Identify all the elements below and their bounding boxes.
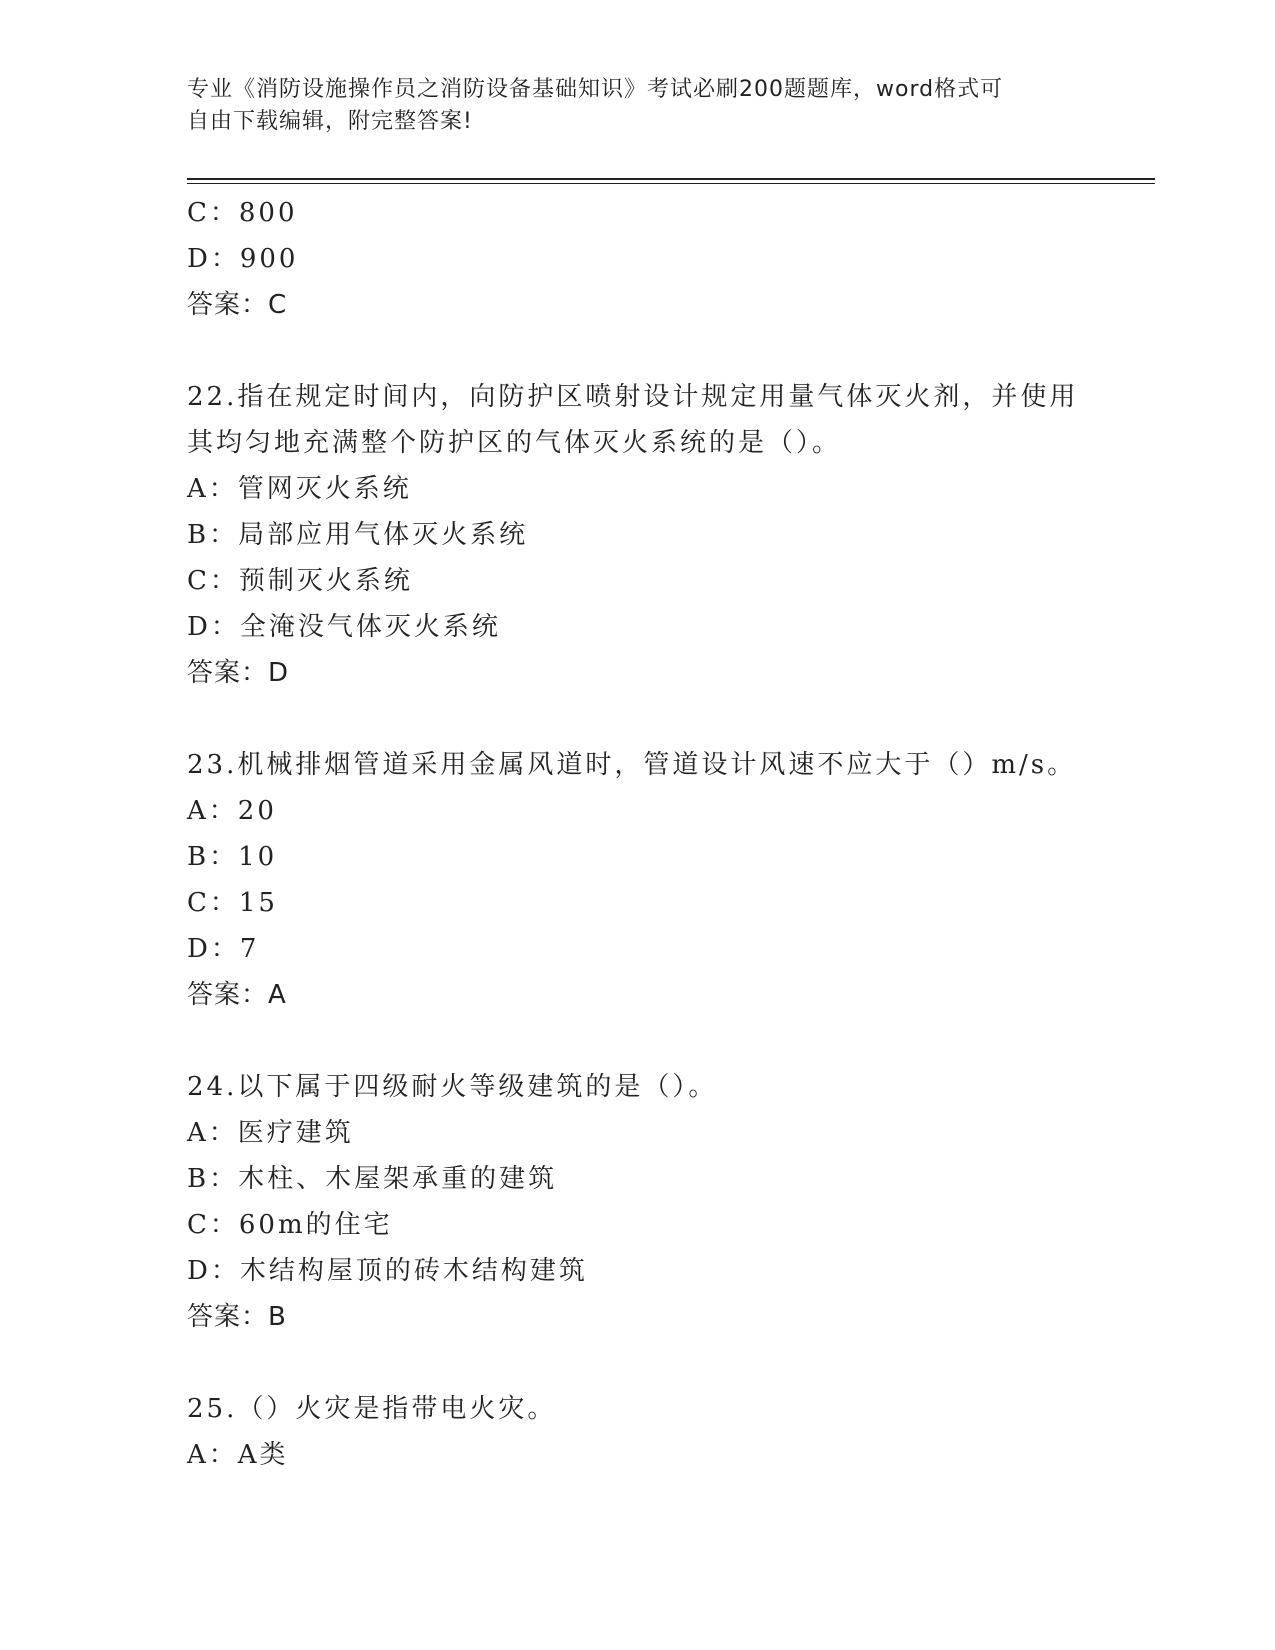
- question-list: [187, 190, 1147, 1478]
- option-b: B：局部应用气体灭火系统: [187, 520, 529, 550]
- answer-line: 答案：B: [187, 1302, 287, 1332]
- question-stem: 25.（）火灾是指带电火灾。: [187, 1394, 557, 1424]
- option-b: B：10: [187, 842, 278, 872]
- header-title-line-2: 自由下载编辑，附完整答案!: [187, 109, 473, 134]
- option-d: D：900: [187, 244, 299, 274]
- header-title-line-1: 专业《消防设施操作员之消防设备基础知识》考试必刷200题题库，word格式可: [187, 77, 1004, 102]
- spacer: [187, 328, 1147, 374]
- option-d: D：全淹没气体灭火系统: [187, 612, 501, 642]
- spacer: [187, 696, 1147, 742]
- answer-line: 答案：C: [187, 290, 288, 320]
- document-header: [187, 74, 1087, 138]
- option-a: A：A类: [187, 1440, 289, 1470]
- header-divider-thick: [187, 178, 1155, 180]
- question-block: [187, 1064, 1147, 1340]
- spacer: [187, 1018, 1147, 1064]
- option-c: C：15: [187, 888, 278, 918]
- question-block: [187, 1386, 1147, 1478]
- option-d: D：7: [187, 934, 260, 964]
- option-a: A：管网灭火系统: [187, 474, 412, 504]
- answer-line: 答案：D: [187, 658, 290, 688]
- question-block: [187, 742, 1147, 1018]
- option-b: B：木柱、木屋架承重的建筑: [187, 1164, 558, 1194]
- question-stem: 23.机械排烟管道采用金属风道时，管道设计风速不应大于（）m/s。: [187, 750, 1077, 780]
- question-stem: 22.指在规定时间内，向防护区喷射设计规定用量气体灭火剂，并使用: [187, 382, 1079, 412]
- option-c: C：预制灭火系统: [187, 566, 413, 596]
- option-a: A：医疗建筑: [187, 1118, 354, 1148]
- question-block: [187, 374, 1147, 696]
- question-stem: 其均匀地充满整个防护区的气体灭火系统的是（）。: [187, 428, 842, 458]
- option-c: C：800: [187, 198, 298, 228]
- header-divider-thin: [187, 183, 1155, 184]
- option-a: A：20: [187, 796, 277, 826]
- question-block: [187, 190, 1147, 328]
- spacer: [187, 1340, 1147, 1386]
- question-stem: 24.以下属于四级耐火等级建筑的是（）。: [187, 1072, 718, 1102]
- option-c: C：60m的住宅: [187, 1210, 393, 1240]
- answer-line: 答案：A: [187, 980, 287, 1010]
- option-d: D：木结构屋顶的砖木结构建筑: [187, 1256, 588, 1286]
